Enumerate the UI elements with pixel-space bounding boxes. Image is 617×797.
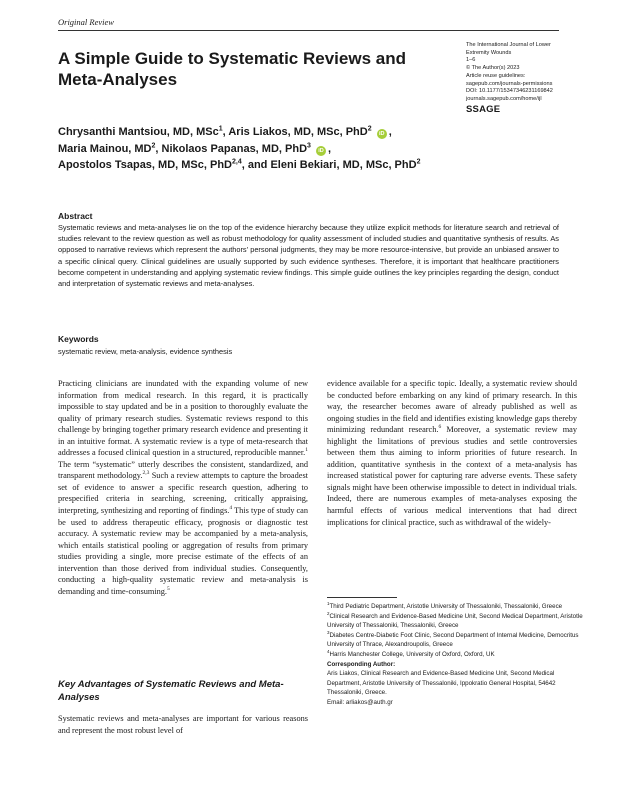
orcid-icon[interactable]: iD xyxy=(377,129,387,139)
author-name: Maria Mainou, MD xyxy=(58,142,152,155)
author-name: Apostolos Tsapas, MD, MSc, PhD xyxy=(58,159,232,171)
footnote-rule xyxy=(327,597,397,598)
body-text: The term “systematic” utterly describes the consistent, standardized, and transparent methodology. xyxy=(58,459,308,481)
author-affiliation: 3 xyxy=(307,141,311,149)
journal-info-line: The International Journal of Lower xyxy=(466,42,551,48)
affiliation-text: Clinical Research and Evidence-Based Medicine Unit, Second Medical Department, Aristotle University of Thessaloniki, Thessaloniki, Greece xyxy=(327,612,583,630)
author-name: , and Eleni Bekiari, MD, MSc, PhD xyxy=(241,159,417,171)
body-column-left xyxy=(58,378,308,597)
affiliation-text: Diabetes Centre-Diabetic Foot Clinic, Second Department of Internal Medicine, Democritus University of Thrace, Alexandroupolis, Greece xyxy=(327,631,579,649)
journal-info xyxy=(466,42,606,113)
author-name: , Nikolaos Papanas, MD, PhD xyxy=(155,142,308,155)
journal-info-line: 1–6 xyxy=(466,57,476,64)
body-text: This type of study can be used to address therapeutic efficacy, prognosis or diagnostic test accuracy. A systematic review may be accompanied by a meta-analysis, which entails statistical pooling or aggregation of results from primary studies providing a single, more precise estimate of the effects of an intervention than those derived from individual studies. Consequently, conducting a high-quality systematic review and meta-analysis is demanding and time-consuming. xyxy=(58,506,308,596)
body-paragraph xyxy=(58,378,308,597)
author-affiliation: 2 xyxy=(416,158,421,166)
body-text: Such a review attempts to capture the broadest set of evidence to answer a specific research question, adhering to prespecified criteria in searching, screening, critically appraising, interpreting, synthesizing and reporting of findings. xyxy=(58,471,308,516)
author-affiliation: 2 xyxy=(367,125,372,133)
body-column-right xyxy=(327,378,577,528)
abstract-text: Systematic reviews and meta-analyses lie on the top of the evidence hierarchy because they utilize explicit methods for literature search and retrieval of studies relevant to the review question as well as robust methodology for quality assessment of included studies and quantitative synthesis of results. As opposed to narrative reviews which represent the authors' personal judgments, they may be more resource-intensive, but provide an unbiased answer to a specific clinical query. Clinical guidelines are usually supported by such evidence syntheses. Therefore, it is important that healthcare practitioners become competent in understanding and applying systematic review findings. This simple guide outlines the key principles regarding the design, conduct and interpretation of systematic reviews and meta-analyses. xyxy=(58,223,559,289)
journal-info-line: © The Author(s) 2023 xyxy=(466,65,520,72)
body-paragraph: Systematic reviews and meta-analyses are important for various reasons and represent the most robust level of xyxy=(58,714,308,735)
citation[interactable]: 5 xyxy=(167,586,170,593)
author-affiliation: 2 xyxy=(151,141,156,149)
author-list: Chrysanthi Mantsiou, MD, MSc$^1$, Aris Liakos, MD, MSc, PhD$^2$ iD , Maria Mainou, $MD^2$, Nikolaos Papanas, MD, PhD$^3$ iD , Apostolos Tsapas, MD, MSc, PhD$^{2,4}$, and Eleni Bekiari, MD, MSc, PhD$^2$ xyxy=(58,125,421,171)
body-paragraph xyxy=(327,378,577,528)
affiliation-number: 2 xyxy=(327,610,330,616)
affiliation-footnote xyxy=(327,650,589,660)
sage-logo: SSAGE xyxy=(466,103,501,115)
keywords-text: systematic review, meta-analysis, evidence synthesis xyxy=(58,347,233,356)
article-title: A Simple Guide to Systematic Reviews and Meta-Analyses xyxy=(58,49,406,89)
affiliation-number: 3 xyxy=(327,629,330,635)
author-affiliation: 2,4 xyxy=(232,158,242,166)
citation[interactable]: 6 xyxy=(438,424,442,431)
affiliation-footnote xyxy=(327,602,589,612)
corresponding-author-text: Aris Liakos, Clinical Research and Evidence-Based Medicine Unit, Second Medical Department, Aristotle University of Thessaloniki, Ippokratio General Hospital, 54642 Thessaloniki, Greece. xyxy=(327,670,556,697)
affiliation-footnote xyxy=(327,612,589,631)
corresponding-author-email[interactable]: Email: arliakos@auth.gr xyxy=(327,698,393,706)
header-rule xyxy=(58,30,559,31)
body-text: evidence available for a specific topic. Ideally, a systematic review should be conducted before embarking on any kind of primary research. In this way, the researcher becomes aware of already published as well as ongoing studies in the field and identifies existing knowledge gaps thereby minimizing redundant research. xyxy=(327,379,577,435)
author-affiliation: 1 xyxy=(218,125,223,133)
corresponding-author-heading: Corresponding Author: xyxy=(327,660,396,668)
citation[interactable]: 2,3 xyxy=(142,470,150,477)
journal-info-line: Article reuse guidelines: xyxy=(466,72,526,79)
orcid-icon[interactable]: iD xyxy=(316,146,326,156)
journal-info-line: journals.sagepub.com/home/ijl xyxy=(466,95,542,102)
journal-info-line: sagepub.com/journals-permissions xyxy=(466,80,553,87)
body-text: Moreover, a systematic review may highlight the limitations of previous studies and settle controversies between them thus aiming to inform priorities of future research. In addition, quantitative synthesis in the context of a meta-analysis has increased statistical power for capturing rare adverse events. These safety signals might have been otherwise impossible to detect in individual trials. Indeed, there are numerous examples of meta-analyses exposing the harmful effects of various medical interventions that had direct implications for clinical practice, such as withdrawal of the widely- xyxy=(327,425,577,527)
journal-info-line: Extremity Wounds xyxy=(466,49,512,56)
affiliation-text: Third Pediatric Department, Aristotle University of Thessaloniki, Thessaloniki, Greece xyxy=(329,603,563,610)
article-type: Original Review xyxy=(58,17,114,27)
affiliation-text: Harris Manchester College, University of Oxford, Oxford, UK xyxy=(329,650,495,658)
keywords-heading: Keywords xyxy=(58,334,99,344)
journal-info-line: DOI: 10.1177/15347346231169842 xyxy=(466,88,553,95)
affiliation-number: 4 xyxy=(327,648,330,654)
affiliation-footnote xyxy=(327,631,589,650)
affiliation-number: 1 xyxy=(327,600,330,606)
footnotes xyxy=(327,602,589,708)
citation[interactable]: 4 xyxy=(229,505,233,512)
body-text: Practicing clinicians are inundated with the expanding volume of new information from medical research. In this regard, it is practically impossible to stay updated and be in a position to thoroughly evaluate the quality of primary research studies. Systematic reviews respond to this challenge by bringing together primary research evidence and presenting it in an intuitive format. A systematic review is a type of meta-research that addresses a focused clinical question in a structured, reproducible manner. xyxy=(58,379,308,458)
author-name: Chrysanthi Mantsiou, MD, MSc xyxy=(58,126,219,138)
author-name: , Aris Liakos, MD, MSc, PhD xyxy=(222,126,368,138)
section-heading: Key Advantages of Systematic Reviews and Meta-Analyses xyxy=(58,679,284,703)
abstract-heading: Abstract xyxy=(58,211,93,221)
citation[interactable]: 1 xyxy=(305,447,308,454)
